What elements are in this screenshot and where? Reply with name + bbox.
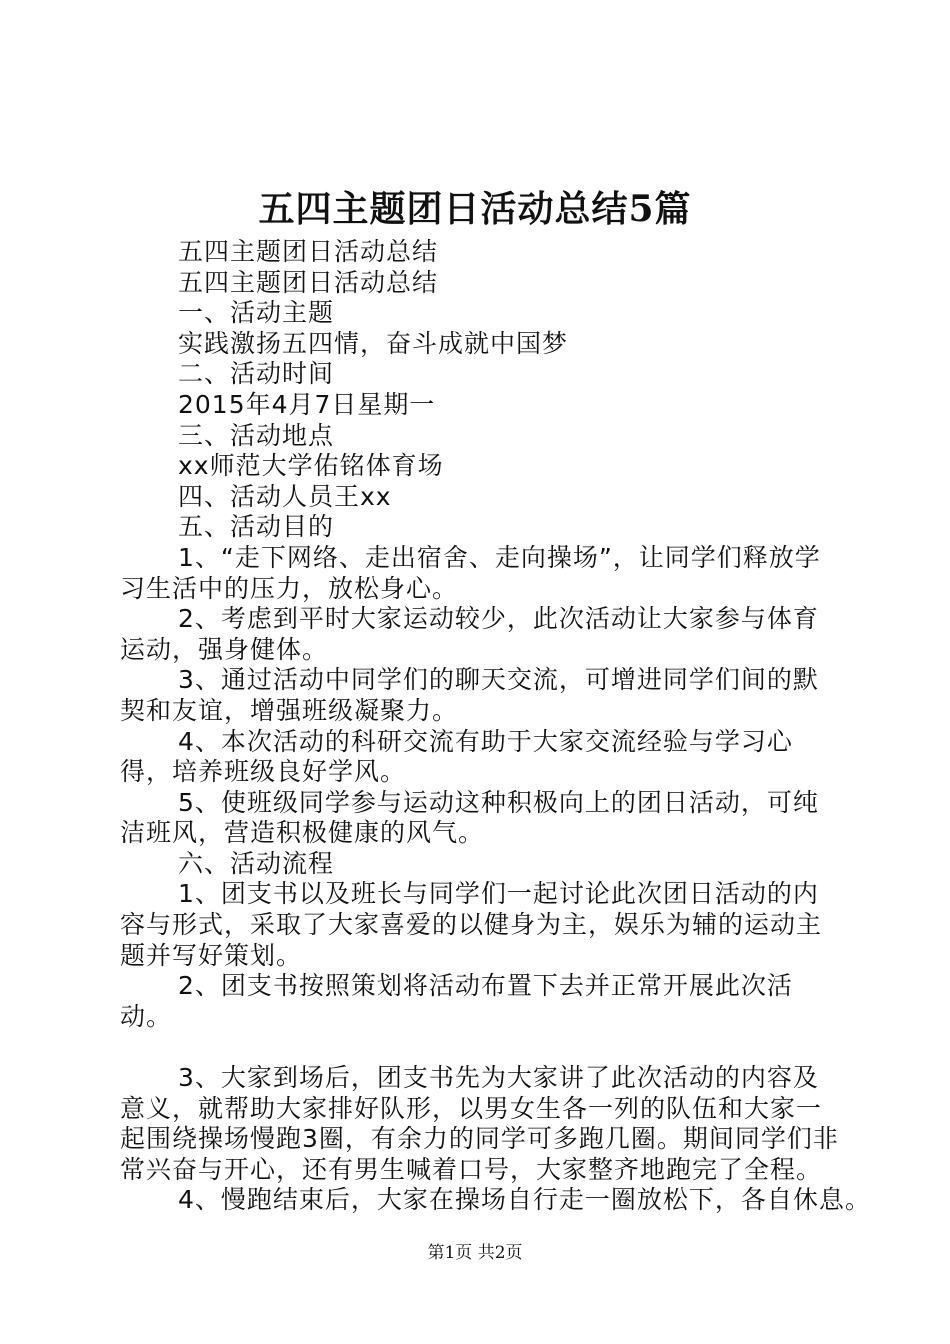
purpose-item-1: 1、“走下网络、走出宿舍、走向操场”，让同学们释放学习生活中的压力，放松身心。 <box>120 542 821 603</box>
section-location-heading: 三、活动地点 <box>178 420 335 450</box>
section-personnel-heading: 四、活动人员王xx <box>178 481 392 511</box>
section-theme-text: 实践激扬五四情，奋斗成就中国梦 <box>178 328 569 358</box>
purpose-item-5: 5、使班级同学参与运动这种积极向上的团日活动，可纯洁班风，营造积极健康的风气。 <box>120 787 819 848</box>
section-time-heading: 二、活动时间 <box>178 359 335 389</box>
section-time-text: 2015年4月7日星期一 <box>178 389 436 419</box>
paragraph-gap <box>120 1032 840 1063</box>
section-process-heading: 六、活动流程 <box>178 848 335 878</box>
purpose-item-3: 3、通过活动中同学们的聊天交流，可增进同学们间的默契和友谊，增强班级凝聚力。 <box>120 665 819 725</box>
section-location-text: xx师范大学佑铭体育场 <box>178 451 444 481</box>
process-item-4: 4、慢跑结束后，大家在操场自行走一圈放松下，各自休息。 <box>178 1185 871 1215</box>
section-purpose-heading: 五、活动目的 <box>178 512 335 542</box>
process-item-2: 2、团支书按照策划将活动布置下去并正常开展此次活动。 <box>120 971 793 1031</box>
paragraph-heading-2: 五四主题团日活动总结 <box>178 267 439 297</box>
purpose-item-4: 4、本次活动的科研交流有助于大家交流经验与学习心得，培养班级良好学风。 <box>120 726 793 787</box>
process-item-1: 1、团支书以及班长与同学们一起讨论此次团日活动的内容与形式，采取了大家喜爱的以健身为主，娱乐为辅的运动主题并写好策划。 <box>120 879 823 970</box>
document-body <box>120 237 871 1216</box>
paragraph-heading-1: 五四主题团日活动总结 <box>178 237 439 266</box>
purpose-item-2: 2、考虑到平时大家运动较少，此次活动让大家参与体育运动，强身健体。 <box>120 604 819 664</box>
process-item-3: 3、大家到场后，团支书先为大家讲了此次活动的内容及意义，就帮助大家排好队形，以男女生各一列的队伍和大家一起围绕操场慢跑3圈，有余力的同学可多跑几圈。期间同学们非常兴奋与开心，还有男生喊着口号，大家整齐地跑完了全程。 <box>120 1063 839 1184</box>
section-theme-heading: 一、活动主题 <box>178 298 335 328</box>
page-number-footer: 第1页 共2页 <box>427 1243 523 1263</box>
document-title: 五四主题团日活动总结5篇 <box>258 188 692 230</box>
